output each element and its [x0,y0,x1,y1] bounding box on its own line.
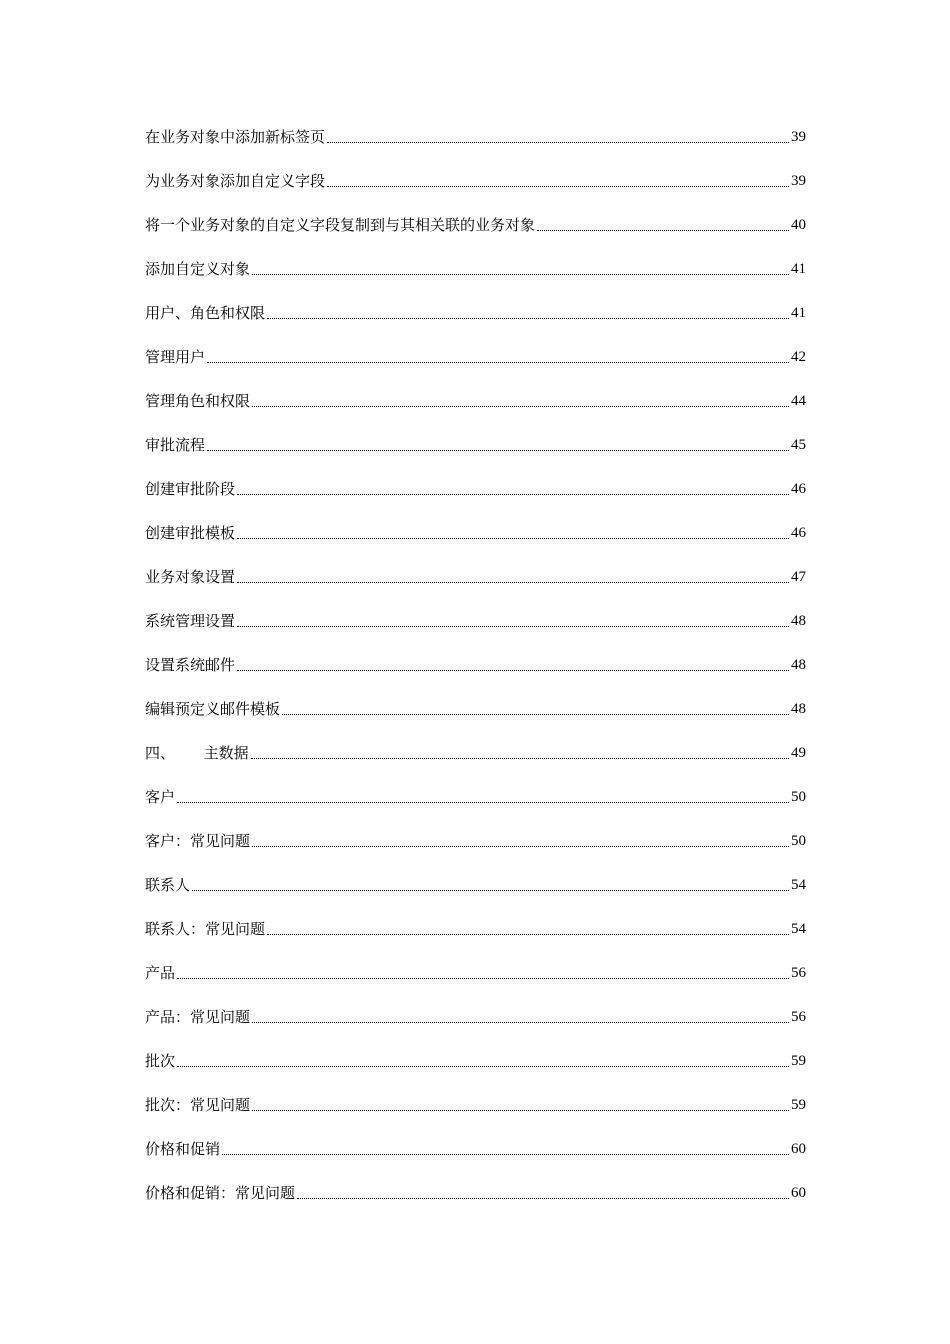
toc-entry-page-number: 39 [791,129,806,145]
toc-entry-page-number: 54 [791,877,806,893]
toc-entry[interactable] [145,124,806,150]
toc-dot-leader [237,670,789,671]
toc-entry-title: 设置系统邮件 [145,656,236,674]
toc-entry[interactable] [145,1118,806,1162]
toc-entry-title: 系统管理设置 [145,612,236,630]
toc-entry-page-number: 46 [791,525,806,541]
toc-dot-leader [327,186,789,187]
toc-entry-title: 管理用户 [145,348,206,366]
toc-entry-page-number: 39 [791,173,806,189]
toc-entry-title: 产品：常见问题 [145,1008,251,1026]
toc-dot-leader [192,890,789,891]
toc-entry-title: 添加自定义对象 [145,260,251,278]
toc-entry[interactable] [145,634,806,678]
toc-entry[interactable] [145,1162,806,1206]
toc-entry-page-number: 46 [791,481,806,497]
toc-entry-page-number: 60 [791,1141,806,1157]
toc-entry-title: 联系人：常见问题 [145,920,266,938]
toc-dot-leader [237,494,789,495]
toc-entry[interactable] [145,1030,806,1074]
toc-entry-title: 创建审批模板 [145,524,236,542]
toc-entry-title: 为业务对象添加自定义字段 [145,172,326,190]
toc-entry-page-number: 45 [791,437,806,453]
toc-entry[interactable] [145,722,806,766]
toc-entry-title: 管理角色和权限 [145,392,251,410]
toc-entry-title: 价格和促销：常见问题 [145,1184,296,1202]
toc-entry[interactable] [145,590,806,634]
toc-dot-leader [267,934,789,935]
toc-entry-page-number: 41 [791,261,806,277]
toc-entry[interactable] [145,502,806,546]
toc-entry-title: 批次 [145,1052,176,1070]
toc-dot-leader [252,1110,789,1111]
toc-dot-leader [177,1066,789,1067]
toc-entry-page-number: 44 [791,393,806,409]
toc-entry[interactable] [145,986,806,1030]
toc-entry-page-number: 42 [791,349,806,365]
toc-entry-page-number: 56 [791,965,806,981]
toc-dot-leader [222,1154,789,1155]
toc-entry-title: 在业务对象中添加新标签页 [145,128,326,146]
toc-entry[interactable] [145,370,806,414]
toc-entry[interactable] [145,898,806,942]
toc-dot-leader [237,626,789,627]
toc-entry[interactable] [145,238,806,282]
toc-entry-title: 联系人 [145,876,191,894]
toc-entry[interactable] [145,458,806,502]
toc-entry-page-number: 41 [791,305,806,321]
toc-dot-leader [327,142,789,143]
toc-entry-page-number: 48 [791,613,806,629]
toc-entry[interactable] [145,1074,806,1118]
toc-dot-leader [251,758,789,759]
toc-entry-title: 批次：常见问题 [145,1096,251,1114]
toc-entry-title: 价格和促销 [145,1140,221,1158]
toc-dot-leader [207,450,789,451]
toc-dot-leader [267,318,789,319]
toc-dot-leader [237,582,789,583]
toc-entry-page-number: 40 [791,217,806,233]
toc-entry[interactable] [145,326,806,370]
toc-dot-leader [252,846,789,847]
toc-dot-leader [237,538,789,539]
toc-entry-page-number: 48 [791,657,806,673]
toc-entry-title: 审批流程 [145,436,206,454]
toc-entry-title: 用户、角色和权限 [145,304,266,322]
toc-dot-leader [177,802,789,803]
toc-entry[interactable] [145,766,806,810]
toc-entry[interactable] [145,194,806,238]
toc-entry-title: 产品 [145,964,176,982]
toc-entry-page-number: 48 [791,701,806,717]
toc-dot-leader [177,978,789,979]
toc-dot-leader [537,230,789,231]
toc-entry-page-number: 59 [791,1053,806,1069]
toc-dot-leader [282,714,789,715]
toc-entry[interactable] [145,942,806,986]
toc-entry[interactable] [145,282,806,326]
toc-entry-title: 客户：常见问题 [145,832,251,850]
toc-entry-title: 创建审批阶段 [145,480,236,498]
toc-entry-page-number: 50 [791,833,806,849]
toc-entry[interactable] [145,678,806,722]
toc-entry-title: 编辑预定义邮件模板 [145,700,281,718]
toc-entry-title: 将一个业务对象的自定义字段复制到与其相关联的业务对象 [145,216,536,234]
toc-dot-leader [252,274,789,275]
toc-entry-page-number: 59 [791,1097,806,1113]
toc-dot-leader [297,1198,789,1199]
toc-entry[interactable] [145,414,806,458]
toc-dot-leader [207,362,789,363]
toc-entry-page-number: 56 [791,1009,806,1025]
toc-dot-leader [252,1022,789,1023]
toc-entry-page-number: 47 [791,569,806,585]
toc-entry[interactable] [145,810,806,854]
toc-entry[interactable] [145,854,806,898]
toc-entry-title: 四、 主数据 [145,744,249,762]
toc-entry-title: 客户 [145,788,176,806]
toc-entry-page-number: 49 [791,745,806,761]
toc-entry[interactable] [145,150,806,194]
toc-dot-leader [252,406,789,407]
toc-entry[interactable] [145,546,806,590]
toc-entry-page-number: 60 [791,1185,806,1201]
toc-entry-title: 业务对象设置 [145,568,236,586]
toc-entry-page-number: 54 [791,921,806,937]
toc-entry-page-number: 50 [791,789,806,805]
table-of-contents [145,124,806,1206]
